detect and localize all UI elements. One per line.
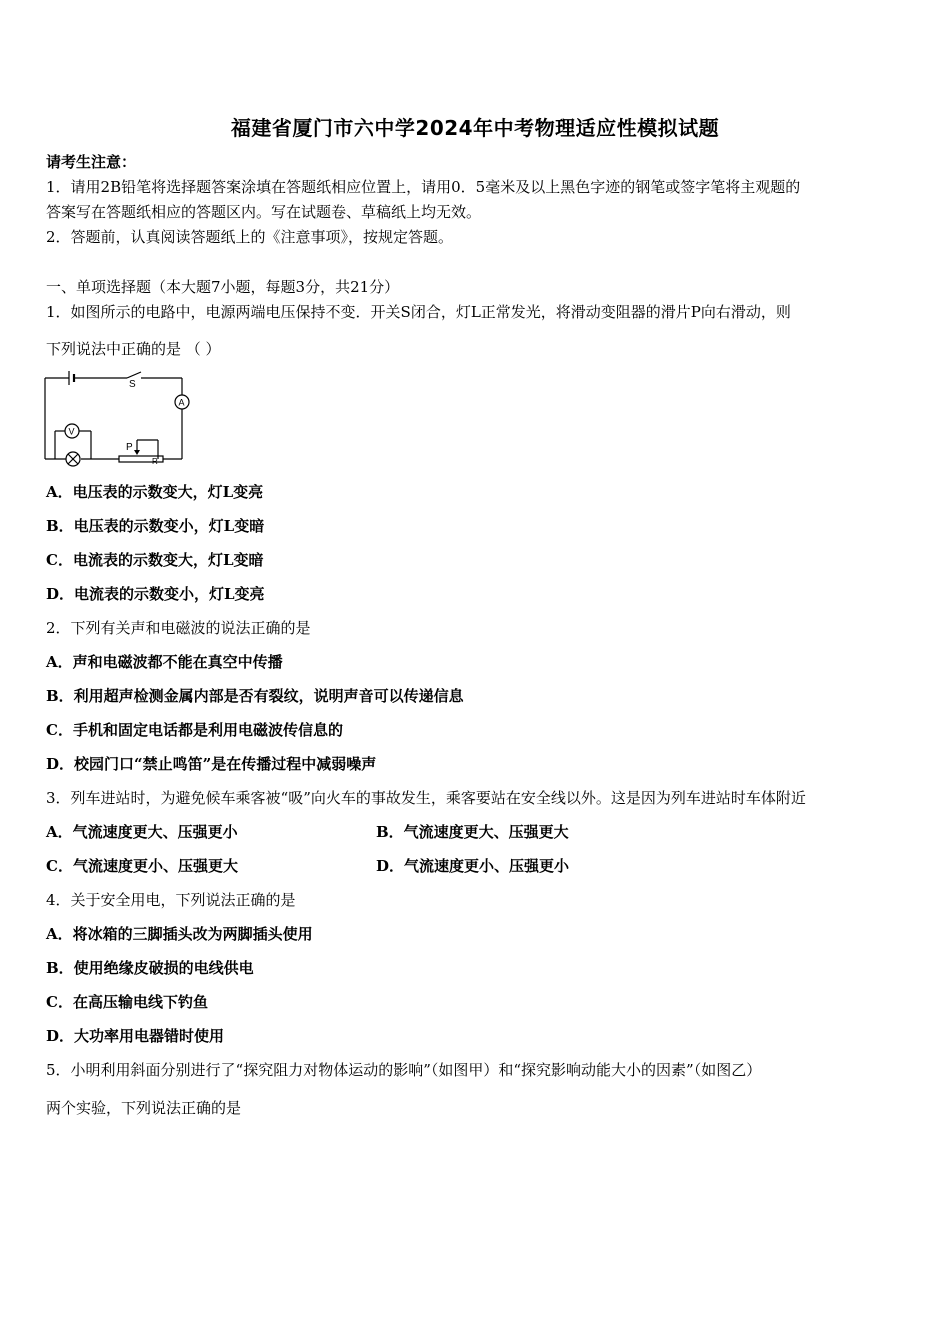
q2-option-a: A．声和电磁波都不能在真空中传播 — [46, 653, 283, 671]
q2-stem: 2．下列有关声和电磁波的说法正确的是 — [46, 619, 311, 637]
q1-stem-1: 1．如图所示的电路中，电源两端电压保持不变．开关S闭合，灯L正常发光，将滑动变阻器的滑片P向右滑动，则 — [46, 303, 791, 321]
q3-option-b: B．气流速度更大、压强更大 — [376, 823, 569, 841]
q4-option-a: A．将冰箱的三脚插头改为两脚插头使用 — [46, 925, 313, 943]
resistor-label: R — [152, 457, 158, 466]
q1-option-a: A．电压表的示数变大，灯L变亮 — [46, 483, 264, 501]
switch-blade — [127, 372, 141, 378]
q4-stem: 4．关于安全用电，下列说法正确的是 — [46, 891, 296, 909]
q2-option-d: D．校园门口“禁止鸣笛”是在传播过程中减弱噪声 — [46, 755, 377, 773]
q3-option-a: A．气流速度更大、压强更小 — [46, 823, 238, 841]
q4-option-b: B．使用绝缘皮破损的电线供电 — [46, 959, 254, 977]
voltmeter-label: V — [68, 426, 75, 437]
q3-option-c: C．气流速度更小、压强更大 — [46, 857, 238, 875]
q3-option-d: D．气流速度更小、压强更小 — [376, 857, 570, 875]
q2-option-b: B．利用超声检测金属内部是否有裂纹，说明声音可以传递信息 — [46, 687, 464, 705]
q5-stem-1: 5．小明利用斜面分别进行了“探究阻力对物体运动的影响”（如图甲）和“探究影响动能大小的因素”（如图乙） — [46, 1061, 762, 1079]
q1-option-d: D．电流表的示数变小，灯L变亮 — [46, 585, 265, 603]
notice-heading: 请考生注意： — [46, 153, 137, 171]
slider-label: P — [126, 442, 133, 453]
circuit-diagram — [40, 370, 200, 468]
slider-arrow — [134, 450, 140, 455]
page-title: 福建省厦门市六中学2024年中考物理适应性模拟试题 — [230, 116, 720, 140]
q5-stem-2: 两个实验，下列说法正确的是 — [46, 1099, 242, 1117]
q1-option-c: C．电流表的示数变大，灯L变暗 — [46, 551, 264, 569]
section-heading: 一、单项选择题（本大题7小题，每题3分，共21分） — [46, 278, 400, 296]
q1-option-b: B．电压表的示数变小，灯L变暗 — [46, 517, 265, 535]
q3-stem: 3．列车进站时，为避免候车乘客被“吸”向火车的事故发生，乘客要站在安全线以外。这是因为列车进站时车体附近 — [46, 789, 806, 807]
q1-stem-2: 下列说法中正确的是 （ ） — [46, 340, 221, 358]
ammeter-label: A — [178, 397, 185, 408]
q2-option-c: C．手机和固定电话都是利用电磁波传信息的 — [46, 721, 343, 739]
q4-option-c: C．在高压输电线下钓鱼 — [46, 993, 208, 1011]
q4-option-d: D．大功率用电器错时使用 — [46, 1027, 225, 1045]
notice-line-3: 2．答题前，认真阅读答题纸上的《注意事项》，按规定答题。 — [46, 228, 454, 246]
notice-line-2: 答案写在答题纸相应的答题区内。写在试题卷、草稿纸上均无效。 — [46, 203, 482, 221]
switch-label: S — [129, 379, 136, 390]
notice-line-1: 1．请用2B铅笔将选择题答案涂填在答题纸相应位置上，请用0．5毫米及以上黑色字迹的钢笔或签字笔将主观题的 — [46, 178, 801, 196]
